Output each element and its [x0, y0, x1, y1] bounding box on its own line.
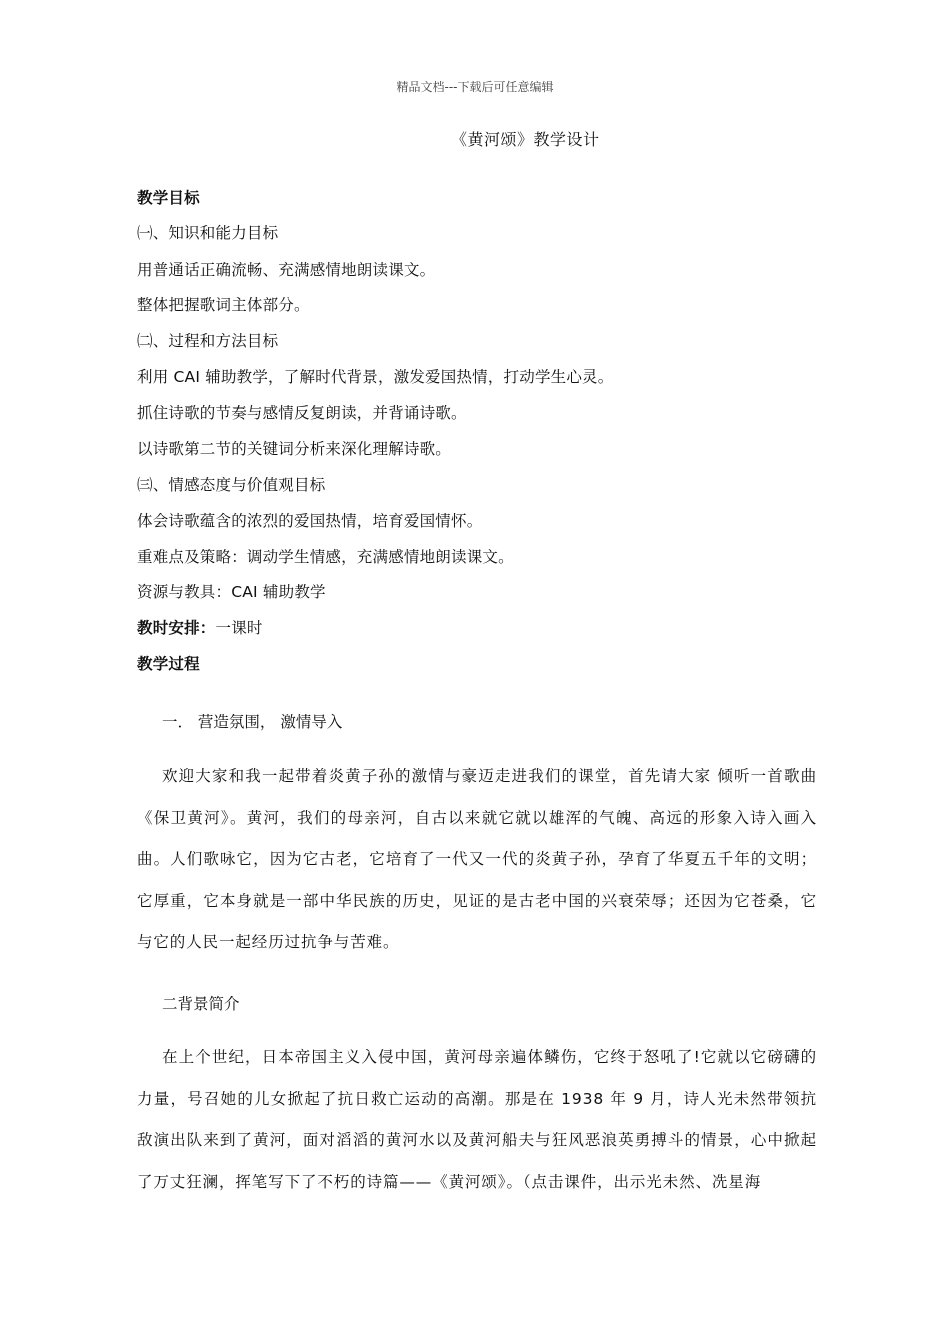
emotion-heading: ㈢、情感态度与价值观目标: [137, 476, 326, 494]
section1-paragraph: 欢迎大家和我一起带着炎黄子孙的激情与豪迈走进我们的课堂，首先请大家 倾听一首歌曲《保卫黄河》。黄河，我们的母亲河，自古以来就它就以雄浑的气魄、高远的形象入诗入画入曲。人们歌咏它，因为它古老，它培育了一代又一代的炎黄子孙，孕育了华夏五千年的文明；它厚重，它本身就是一部中华民族的历史，见证的是古老中国的兴衰荣辱；还因为它苍桑，它与它的人民一起经历过抗争与苦难。: [137, 767, 817, 951]
knowledge-item: 用普通话正确流畅、充满感情地朗读课文。: [137, 261, 436, 279]
process-goal-item: 以诗歌第二节的关键词分析来深化理解诗歌。: [137, 440, 452, 458]
process-goal-item: 抓住诗歌的节奏与感情反复朗读，并背诵诗歌。: [137, 404, 467, 422]
section2-paragraph: 在上个世纪，日本帝国主义入侵中国，黄河母亲遍体鳞伤，它终于怒吼了!它就以它磅礴的力量，号召她的儿女掀起了抗日救亡运动的高潮。那是在 1938 年 9 月，诗人光未然带领抗敌演出队来到了黄河，面对滔滔的黄河水以及黄河船夫与狂风恶浪英勇搏斗的情景，心中掀起了万丈狂澜，挥笔写下了不朽的诗篇——《黄河颂》。（点击课件，出示光未然、冼星海: [137, 1048, 817, 1191]
schedule-label: 教时安排：: [137, 619, 216, 637]
header-note: 精品文档---下载后可任意编辑: [396, 80, 554, 94]
knowledge-heading: ㈠、知识和能力目标: [137, 224, 279, 242]
section1-heading: 一． 营造氛围， 激情导入: [162, 713, 343, 731]
process-goal-item: 利用 CAI 辅助教学，了解时代背景，激发爱国热情，打动学生心灵。: [137, 368, 614, 386]
resources: 资源与教具：CAI 辅助教学: [137, 583, 326, 601]
document-title: 《黄河颂》教学设计: [451, 130, 600, 149]
key-points: 重难点及策略：调动学生情感，充满感情地朗读课文。: [137, 548, 514, 566]
schedule: [137, 616, 263, 638]
process-goal-heading: ㈡、过程和方法目标: [137, 332, 279, 350]
section2-heading: 二背景简介: [162, 995, 240, 1013]
process-heading: 教学过程: [137, 655, 200, 673]
objectives-heading: 教学目标: [137, 189, 200, 207]
schedule-value: 一课时: [215, 619, 263, 637]
knowledge-item: 整体把握歌词主体部分。: [137, 296, 310, 314]
emotion-item: 体会诗歌蕴含的浓烈的爱国热情，培育爱国情怀。: [137, 512, 483, 530]
